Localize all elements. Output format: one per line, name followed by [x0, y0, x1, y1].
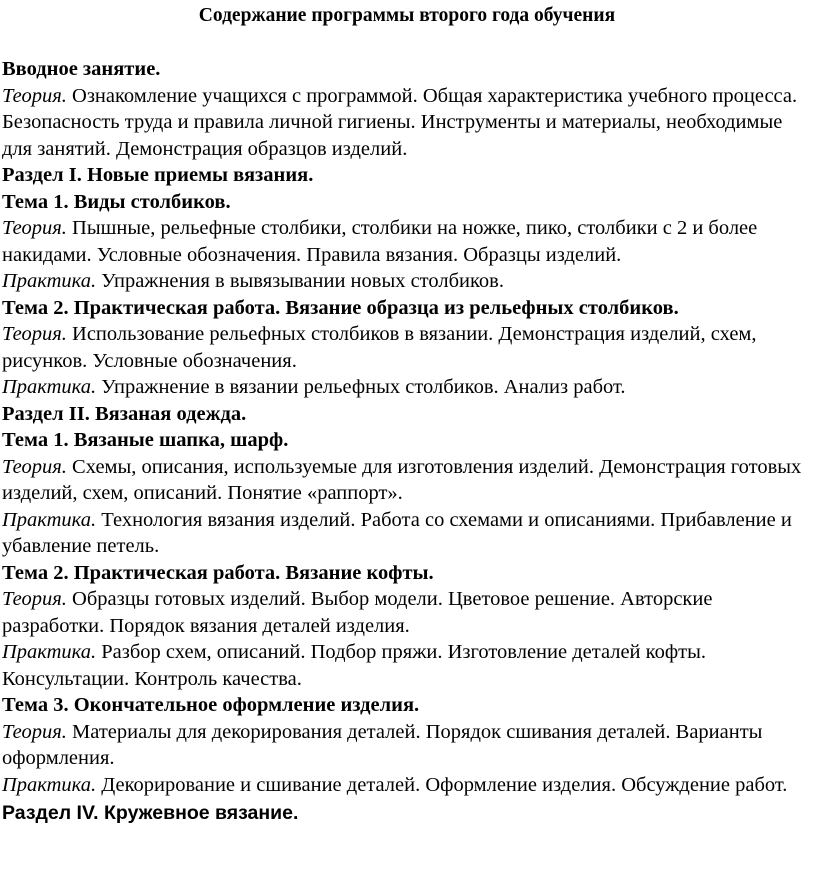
- section-1-topic-2-practice: [2, 374, 812, 401]
- practice-text: Технология вязания изделий. Работа со схемами и описаниями. Прибавление и убавление петель.: [2, 508, 792, 557]
- section-2-topic-2-heading: Тема 2. Практическая работа. Вязание кофты.: [2, 561, 434, 584]
- section-2-heading: Раздел II. Вязаная одежда.: [2, 402, 247, 425]
- theory-text: Пышные, рельефные столбики, столбики на ножке, пико, столбики с 2 и более накидами. Условные обозначения. Правила вязания. Образцы изделий.: [2, 217, 758, 266]
- theory-label: Теория.: [2, 720, 67, 743]
- section-1-topic-1-practice: [2, 268, 812, 295]
- theory-label: Теория.: [2, 588, 67, 610]
- intro-heading: Вводное занятие.: [2, 58, 161, 80]
- theory-text: Ознакомление учащихся с программой. Общая характеристика учебного процесса. Безопасность труда и правила личной гигиены. Инструменты и материалы, необходимые для занятий. Демонстрация образцов изделий.: [2, 84, 798, 160]
- theory-label: Теория.: [2, 217, 67, 239]
- section-2-topic-3-heading: Тема 3. Окончательное оформление изделия.: [2, 694, 420, 716]
- section-4-heading: Раздел IV. Кружевное вязание.: [2, 802, 299, 824]
- practice-label: Практика.: [2, 641, 97, 663]
- section-1-topic-2-heading: Тема 2. Практическая работа. Вязание образца из рельефных столбиков.: [2, 296, 679, 319]
- theory-label: Теория.: [2, 323, 67, 345]
- theory-text: Материалы для декорирования деталей. Порядок сшивания деталей. Варианты оформления.: [2, 720, 763, 769]
- document-title: Содержание программы второго года обучения: [198, 5, 616, 26]
- section-2-topic-2-practice: [2, 639, 812, 692]
- practice-label: Практика.: [2, 270, 97, 292]
- section-1-topic-1-theory: [2, 215, 812, 268]
- intro-theory-paragraph: [2, 83, 812, 163]
- section-2-topic-3-practice: [2, 772, 812, 799]
- theory-text: Схемы, описания, используемые для изготовления изделий. Демонстрация готовых изделий, схем, описаний. Понятие «раппорт».: [2, 455, 802, 504]
- practice-label: Практика.: [2, 773, 97, 796]
- section-2-topic-3-theory: [2, 719, 812, 772]
- section-2-topic-1-heading: Тема 1. Вязаные шапка, шарф.: [2, 429, 289, 451]
- practice-text: Декорирование и сшивание деталей. Оформление изделия. Обсуждение работ.: [96, 773, 788, 796]
- blank-line: [2, 30, 812, 57]
- section-1-topic-2-theory: [2, 321, 812, 374]
- section-1-heading: Раздел I. Новые приемы вязания.: [2, 164, 314, 186]
- practice-label: Практика.: [2, 376, 97, 398]
- theory-text: Использование рельефных столбиков в вязании. Демонстрация изделий, схем, рисунков. Условные обозначения.: [2, 323, 757, 372]
- section-2-topic-1-practice: [2, 507, 812, 560]
- practice-label: Практика.: [2, 508, 97, 531]
- practice-text: Разбор схем, описаний. Подбор пряжи. Изготовление деталей кофты. Консультации. Контроль качества.: [2, 641, 706, 690]
- theory-label: Теория.: [2, 84, 67, 107]
- theory-label: Теория.: [2, 455, 67, 478]
- section-2-topic-2-theory: [2, 586, 812, 639]
- theory-text: Образцы готовых изделий. Выбор модели. Цветовое решение. Авторские разработки. Порядок вязания деталей изделия.: [2, 588, 713, 637]
- practice-text: Упражнение в вязании рельефных столбиков. Анализ работ.: [96, 376, 626, 398]
- section-1-topic-1-heading: Тема 1. Виды столбиков.: [2, 190, 231, 213]
- practice-text: Упражнения в вывязывании новых столбиков.: [96, 270, 504, 292]
- section-2-topic-1-theory: [2, 454, 812, 507]
